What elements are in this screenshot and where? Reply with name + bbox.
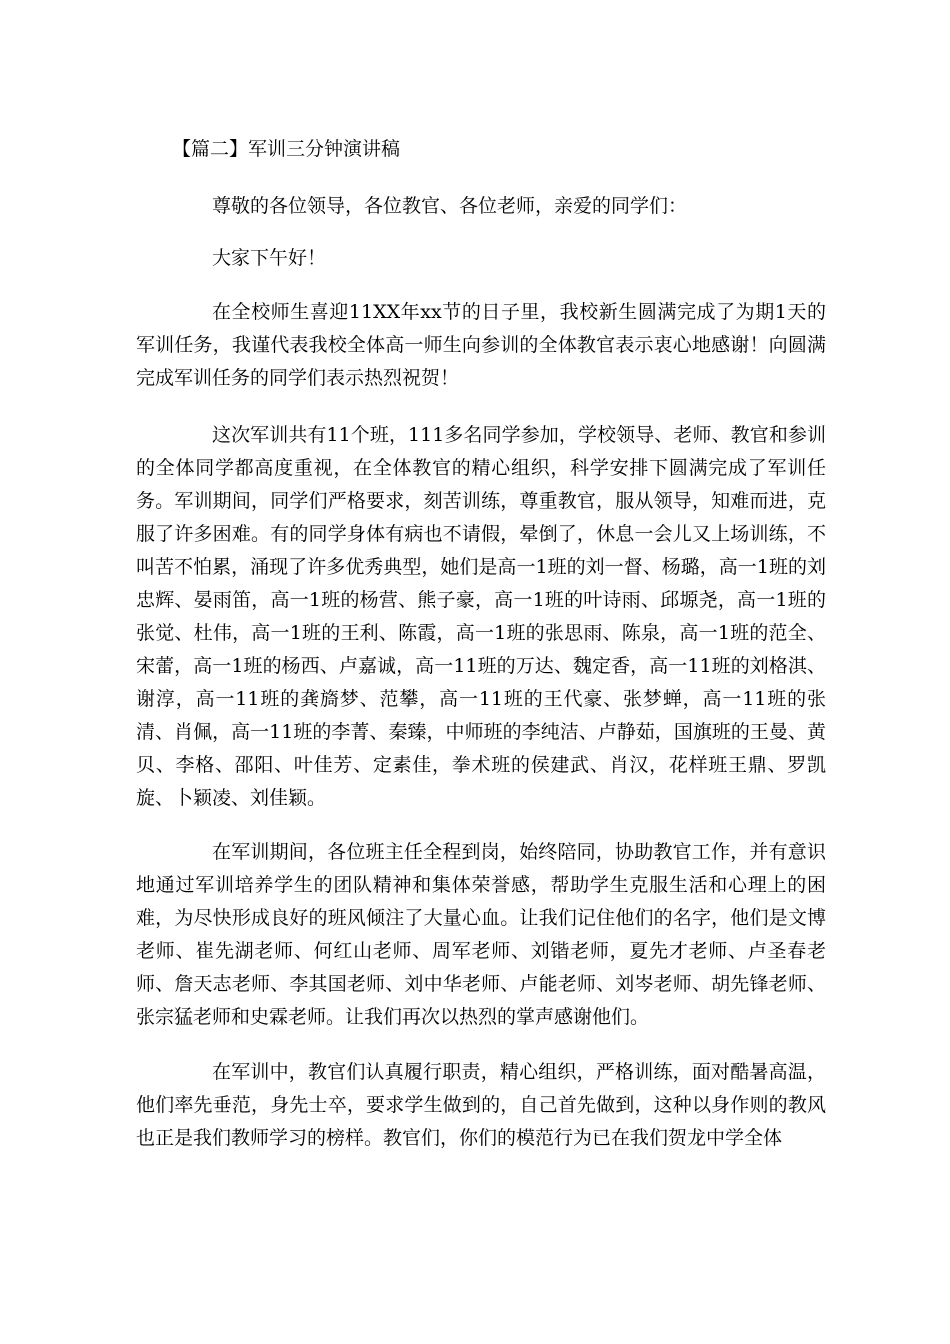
opening-paragraph: 在全校师生喜迎11XX年xx节的日子里，我校新生圆满完成了为期1天的军训任务，我谨代表我校全体高一师生向参训的全体教官表示衷心地感谢！向圆满完成军训任务的同学们表示热烈祝贺！ bbox=[136, 301, 826, 389]
teachers-paragraph: 在军训期间，各位班主任全程到岗，始终陪同，协助教官工作，并有意识地通过军训培养学生的团队精神和集体荣誉感，帮助学生克服生活和心理上的困难，为尽快形成良好的班风倾注了大量心血。让我们记住他们的名字，他们是文博老师、崔先湖老师、何红山老师、周军老师、刘锴老师，夏先才老师、卢圣春老师、詹天志老师、李其国老师、刘中华老师、卢能老师、刘岑老师、胡先锋老师、张宗猛老师和史霖老师。让我们再次以热烈的掌声感谢他们。 bbox=[136, 841, 826, 1028]
training-summary-paragraph: 这次军训共有11个班，111多名同学参加，学校领导、老师、教官和参训的全体同学都高度重视，在全体教官的精心组织，科学安排下圆满完成了军训任务。军训期间，同学们严格要求，刻苦训练，尊重教官，服从领导，知难而进，克服了许多困难。有的同学身体有病也不请假，晕倒了，休息一会儿又上场训练，不叫苦不怕累，涌现了许多优秀典型，她们是高一1班的刘一督、杨璐，高一1班的刘忠辉、晏雨笛，高一1班的杨营、熊子豪，高一1班的叶诗雨、邱塬尧，高一1班的张觉、杜伟，高一1班的王利、陈霞，高一1班的张思雨、陈泉，高一1班的范全、宋蕾，高一1班的杨西、卢嘉诚，高一11班的万达、魏定香，高一11班的刘格淇、谢淳，高一11班的龚旖梦、范攀，高一11班的王代豪、张梦蝉，高一11班的张清、肖佩，高一11班的李菁、秦臻，中师班的李纯洁、卢静茹，国旗班的王曼、黄贝、李格、邵阳、叶佳芳、定素佳，拳术班的侯建武、肖汉，花样班王鼎、罗凯旋、卜颖凌、刘佳颖。 bbox=[136, 424, 826, 809]
greeting-paragraph: 大家下午好！ bbox=[212, 247, 327, 269]
section-heading: 【篇二】军训三分钟演讲稿 bbox=[172, 138, 401, 160]
instructors-paragraph: 在军训中，教官们认真履行职责，精心组织，严格训练，面对酷暑高温，他们率先垂范，身先士卒，要求学生做到的，自己首先做到，这种以身作则的教风也正是我们教师学习的榜样。教官们，你们的模范行为已在我们贺龙中学全体 bbox=[136, 1061, 826, 1149]
salutation-paragraph: 尊敬的各位领导，各位教官、各位老师，亲爱的同学们： bbox=[212, 195, 688, 217]
